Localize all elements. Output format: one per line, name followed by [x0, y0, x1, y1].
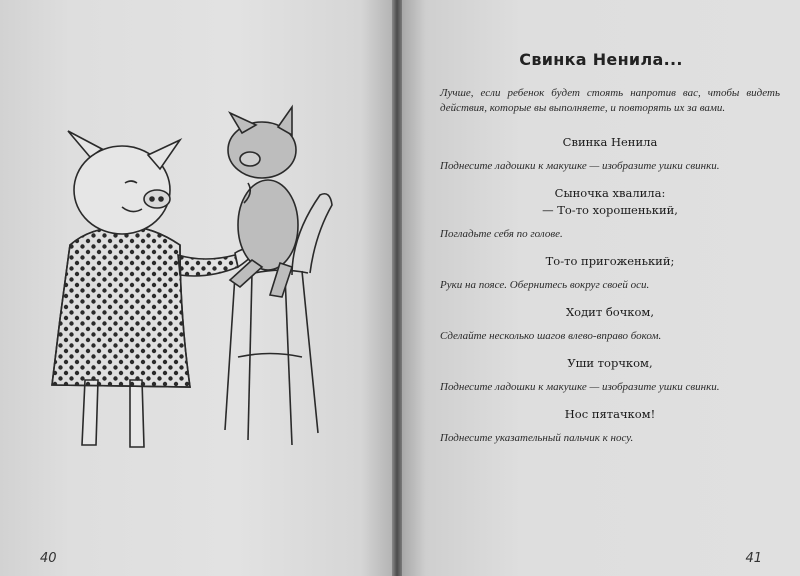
- verse-line: Ходит бочком,: [565, 305, 655, 319]
- rhyme-content: [440, 86, 780, 446]
- page-title: Свинка Ненила...: [519, 50, 683, 69]
- instruction-line: Поднесите ладошки к макушке — изобразите ушки свинки.: [440, 381, 720, 393]
- verse-line: — То-то хорошенький,: [542, 203, 678, 217]
- page-number-left: 40: [40, 551, 57, 566]
- instruction-line: Поднесите ладошки к макушке — изобразите ушки свинки.: [440, 160, 720, 172]
- page-number-right: 41: [745, 551, 762, 566]
- verse-line: Свинка Ненила: [562, 135, 658, 149]
- instruction-line: Поднесите указательный пальчик к носу.: [440, 432, 634, 444]
- left-page: [0, 0, 392, 576]
- verse-line: Нос пятачком!: [564, 407, 656, 421]
- verse-line: Сыночка хвалила:: [554, 186, 666, 200]
- book-gutter: [392, 0, 402, 576]
- instruction-line: Погладьте себя по голове.: [440, 228, 563, 240]
- mother-pig: [52, 131, 256, 447]
- baby-pig: [228, 107, 298, 297]
- intro-paragraph: Лучше, если ребенок будет стоять напротив вас, чтобы видеть действия, которые вы выполняете, и повторять их за вами.: [440, 87, 780, 114]
- instruction-line: Сделайте несколько шагов влево-вправо боком.: [440, 330, 662, 342]
- right-page: [402, 0, 800, 576]
- verse-line: Уши торчком,: [567, 356, 653, 370]
- two-pigs-illustration: [30, 95, 360, 475]
- verse-line: То-то пригоженький;: [545, 254, 675, 268]
- instruction-line: Руки на поясе. Обернитесь вокруг своей оси.: [440, 279, 650, 291]
